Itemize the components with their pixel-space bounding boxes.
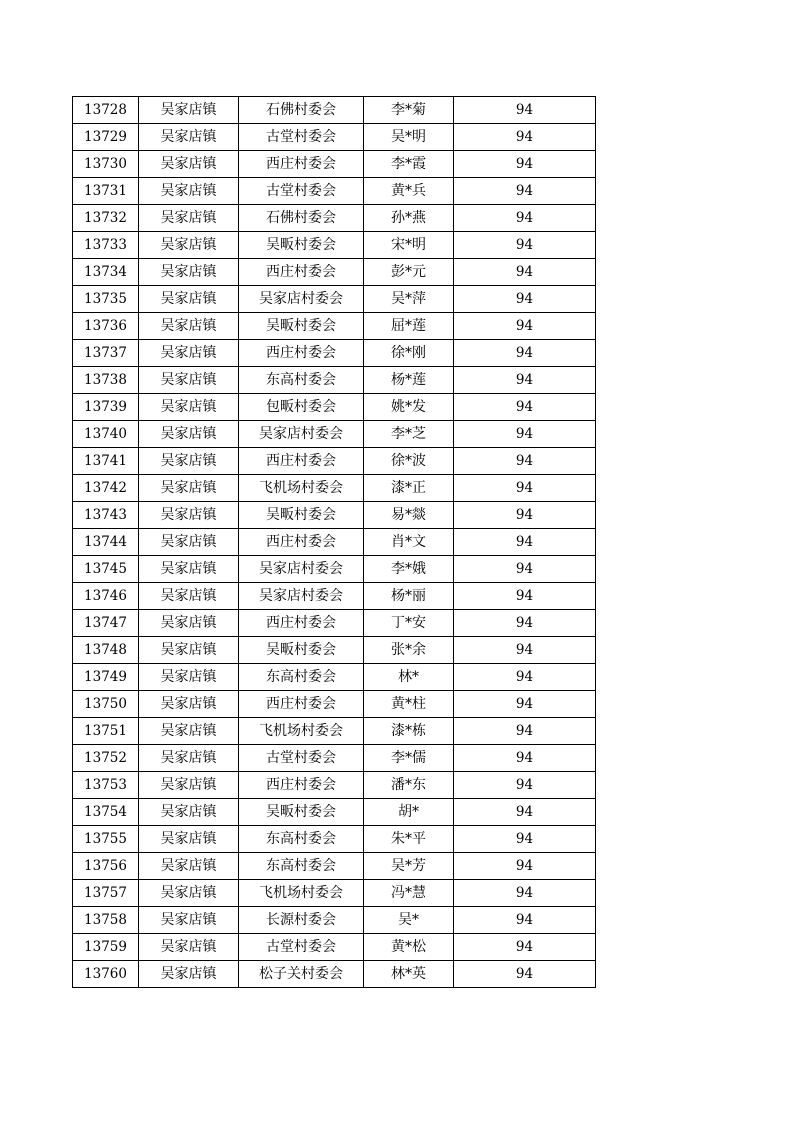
- village-committee-cell: 西庄村委会: [239, 529, 364, 556]
- town-cell: 吴家店镇: [139, 664, 239, 691]
- score-cell: 94: [454, 637, 596, 664]
- row-number-cell: 13728: [73, 97, 139, 124]
- score-cell: 94: [454, 286, 596, 313]
- town-cell: 吴家店镇: [139, 637, 239, 664]
- row-number-cell: 13733: [73, 232, 139, 259]
- town-cell: 吴家店镇: [139, 961, 239, 988]
- person-name-cell: 丁*安: [364, 610, 454, 637]
- table-row: [73, 151, 596, 178]
- score-cell: 94: [454, 124, 596, 151]
- row-number-cell: 13752: [73, 745, 139, 772]
- town-cell: 吴家店镇: [139, 745, 239, 772]
- town-cell: 吴家店镇: [139, 826, 239, 853]
- person-name-cell: 黄*松: [364, 934, 454, 961]
- person-name-cell: 胡*: [364, 799, 454, 826]
- person-name-cell: 朱*平: [364, 826, 454, 853]
- score-cell: 94: [454, 718, 596, 745]
- town-cell: 吴家店镇: [139, 232, 239, 259]
- town-cell: 吴家店镇: [139, 475, 239, 502]
- row-number-cell: 13746: [73, 583, 139, 610]
- table-row: [73, 502, 596, 529]
- village-committee-cell: 吴畈村委会: [239, 637, 364, 664]
- table-row: [73, 583, 596, 610]
- town-cell: 吴家店镇: [139, 448, 239, 475]
- row-number-cell: 13754: [73, 799, 139, 826]
- town-cell: 吴家店镇: [139, 529, 239, 556]
- town-cell: 吴家店镇: [139, 178, 239, 205]
- person-name-cell: 李*娥: [364, 556, 454, 583]
- town-cell: 吴家店镇: [139, 799, 239, 826]
- row-number-cell: 13759: [73, 934, 139, 961]
- table-row: [73, 961, 596, 988]
- score-cell: 94: [454, 367, 596, 394]
- town-cell: 吴家店镇: [139, 151, 239, 178]
- town-cell: 吴家店镇: [139, 259, 239, 286]
- village-committee-cell: 西庄村委会: [239, 772, 364, 799]
- row-number-cell: 13751: [73, 718, 139, 745]
- score-cell: 94: [454, 907, 596, 934]
- table-row: [73, 637, 596, 664]
- row-number-cell: 13744: [73, 529, 139, 556]
- score-cell: 94: [454, 313, 596, 340]
- town-cell: 吴家店镇: [139, 502, 239, 529]
- score-cell: 94: [454, 961, 596, 988]
- table-row: [73, 232, 596, 259]
- person-name-cell: 吴*明: [364, 124, 454, 151]
- person-name-cell: 孙*燕: [364, 205, 454, 232]
- person-name-cell: 吴*萍: [364, 286, 454, 313]
- person-name-cell: 吴*: [364, 907, 454, 934]
- town-cell: 吴家店镇: [139, 934, 239, 961]
- row-number-cell: 13738: [73, 367, 139, 394]
- person-name-cell: 黄*兵: [364, 178, 454, 205]
- person-name-cell: 彭*元: [364, 259, 454, 286]
- score-cell: 94: [454, 772, 596, 799]
- town-cell: 吴家店镇: [139, 772, 239, 799]
- row-number-cell: 13755: [73, 826, 139, 853]
- village-committee-cell: 东高村委会: [239, 853, 364, 880]
- score-cell: 94: [454, 799, 596, 826]
- person-name-cell: 杨*丽: [364, 583, 454, 610]
- score-cell: 94: [454, 556, 596, 583]
- village-committee-cell: 西庄村委会: [239, 610, 364, 637]
- village-committee-cell: 飞机场村委会: [239, 880, 364, 907]
- score-cell: 94: [454, 745, 596, 772]
- table-row: [73, 529, 596, 556]
- person-name-cell: 李*儒: [364, 745, 454, 772]
- person-name-cell: 李*菊: [364, 97, 454, 124]
- person-name-cell: 林*: [364, 664, 454, 691]
- score-cell: 94: [454, 232, 596, 259]
- table-row: [73, 205, 596, 232]
- table-row: [73, 367, 596, 394]
- village-committee-cell: 吴畈村委会: [239, 799, 364, 826]
- row-number-cell: 13729: [73, 124, 139, 151]
- score-cell: 94: [454, 151, 596, 178]
- row-number-cell: 13749: [73, 664, 139, 691]
- person-name-cell: 潘*东: [364, 772, 454, 799]
- table-row: [73, 178, 596, 205]
- score-cell: 94: [454, 178, 596, 205]
- table-row: [73, 421, 596, 448]
- person-name-cell: 冯*慧: [364, 880, 454, 907]
- row-number-cell: 13730: [73, 151, 139, 178]
- village-committee-cell: 古堂村委会: [239, 124, 364, 151]
- table-row: [73, 691, 596, 718]
- row-number-cell: 13748: [73, 637, 139, 664]
- person-name-cell: 肖*文: [364, 529, 454, 556]
- score-cell: 94: [454, 421, 596, 448]
- village-committee-cell: 石佛村委会: [239, 97, 364, 124]
- town-cell: 吴家店镇: [139, 367, 239, 394]
- table-row: [73, 664, 596, 691]
- village-committee-cell: 飞机场村委会: [239, 718, 364, 745]
- village-committee-cell: 吴家店村委会: [239, 286, 364, 313]
- table-row: [73, 475, 596, 502]
- row-number-cell: 13731: [73, 178, 139, 205]
- score-cell: 94: [454, 610, 596, 637]
- row-number-cell: 13735: [73, 286, 139, 313]
- row-number-cell: 13742: [73, 475, 139, 502]
- row-number-cell: 13739: [73, 394, 139, 421]
- town-cell: 吴家店镇: [139, 691, 239, 718]
- row-number-cell: 13741: [73, 448, 139, 475]
- village-committee-cell: 西庄村委会: [239, 448, 364, 475]
- score-cell: 94: [454, 394, 596, 421]
- score-cell: 94: [454, 880, 596, 907]
- row-number-cell: 13745: [73, 556, 139, 583]
- town-cell: 吴家店镇: [139, 97, 239, 124]
- town-cell: 吴家店镇: [139, 286, 239, 313]
- person-name-cell: 易*燚: [364, 502, 454, 529]
- person-name-cell: 吴*芳: [364, 853, 454, 880]
- village-committee-cell: 西庄村委会: [239, 691, 364, 718]
- row-number-cell: 13737: [73, 340, 139, 367]
- village-committee-cell: 吴家店村委会: [239, 583, 364, 610]
- person-name-cell: 李*芝: [364, 421, 454, 448]
- table-row: [73, 340, 596, 367]
- score-cell: 94: [454, 205, 596, 232]
- row-number-cell: 13747: [73, 610, 139, 637]
- village-committee-cell: 西庄村委会: [239, 340, 364, 367]
- table-row: [73, 313, 596, 340]
- town-cell: 吴家店镇: [139, 205, 239, 232]
- row-number-cell: 13760: [73, 961, 139, 988]
- table-row: [73, 448, 596, 475]
- table-row: [73, 853, 596, 880]
- row-number-cell: 13743: [73, 502, 139, 529]
- score-cell: 94: [454, 934, 596, 961]
- village-committee-cell: 吴畈村委会: [239, 502, 364, 529]
- village-committee-cell: 吴家店村委会: [239, 556, 364, 583]
- town-cell: 吴家店镇: [139, 313, 239, 340]
- row-number-cell: 13740: [73, 421, 139, 448]
- score-cell: 94: [454, 664, 596, 691]
- table-row: [73, 907, 596, 934]
- score-cell: 94: [454, 826, 596, 853]
- score-cell: 94: [454, 502, 596, 529]
- village-committee-cell: 飞机场村委会: [239, 475, 364, 502]
- table-row: [73, 718, 596, 745]
- person-name-cell: 黄*柱: [364, 691, 454, 718]
- table-body: [73, 97, 596, 988]
- person-name-cell: 姚*发: [364, 394, 454, 421]
- table-row: [73, 745, 596, 772]
- person-name-cell: 漆*正: [364, 475, 454, 502]
- town-cell: 吴家店镇: [139, 394, 239, 421]
- town-cell: 吴家店镇: [139, 340, 239, 367]
- row-number-cell: 13750: [73, 691, 139, 718]
- table-row: [73, 772, 596, 799]
- row-number-cell: 13758: [73, 907, 139, 934]
- person-name-cell: 漆*栋: [364, 718, 454, 745]
- table-row: [73, 286, 596, 313]
- row-number-cell: 13736: [73, 313, 139, 340]
- village-committee-cell: 古堂村委会: [239, 934, 364, 961]
- person-name-cell: 张*余: [364, 637, 454, 664]
- table-row: [73, 124, 596, 151]
- score-cell: 94: [454, 529, 596, 556]
- village-committee-cell: 西庄村委会: [239, 151, 364, 178]
- village-committee-cell: 吴畈村委会: [239, 313, 364, 340]
- score-cell: 94: [454, 853, 596, 880]
- score-cell: 94: [454, 475, 596, 502]
- table-row: [73, 826, 596, 853]
- town-cell: 吴家店镇: [139, 853, 239, 880]
- village-committee-cell: 古堂村委会: [239, 178, 364, 205]
- town-cell: 吴家店镇: [139, 907, 239, 934]
- town-cell: 吴家店镇: [139, 610, 239, 637]
- person-name-cell: 徐*刚: [364, 340, 454, 367]
- table-row: [73, 394, 596, 421]
- town-cell: 吴家店镇: [139, 421, 239, 448]
- row-number-cell: 13732: [73, 205, 139, 232]
- village-committee-cell: 吴畈村委会: [239, 232, 364, 259]
- table-row: [73, 934, 596, 961]
- table-row: [73, 97, 596, 124]
- person-name-cell: 李*霞: [364, 151, 454, 178]
- village-committee-cell: 西庄村委会: [239, 259, 364, 286]
- village-committee-cell: 长源村委会: [239, 907, 364, 934]
- score-cell: 94: [454, 340, 596, 367]
- town-cell: 吴家店镇: [139, 880, 239, 907]
- village-committee-cell: 东高村委会: [239, 367, 364, 394]
- town-cell: 吴家店镇: [139, 556, 239, 583]
- town-cell: 吴家店镇: [139, 124, 239, 151]
- table-row: [73, 880, 596, 907]
- person-name-cell: 林*英: [364, 961, 454, 988]
- person-name-cell: 徐*波: [364, 448, 454, 475]
- row-number-cell: 13756: [73, 853, 139, 880]
- score-cell: 94: [454, 448, 596, 475]
- score-cell: 94: [454, 97, 596, 124]
- town-cell: 吴家店镇: [139, 718, 239, 745]
- table-row: [73, 259, 596, 286]
- row-number-cell: 13757: [73, 880, 139, 907]
- village-committee-cell: 松子关村委会: [239, 961, 364, 988]
- table-row: [73, 799, 596, 826]
- row-number-cell: 13734: [73, 259, 139, 286]
- row-number-cell: 13753: [73, 772, 139, 799]
- person-name-cell: 宋*明: [364, 232, 454, 259]
- village-committee-cell: 东高村委会: [239, 664, 364, 691]
- score-cell: 94: [454, 691, 596, 718]
- data-table: [72, 96, 596, 988]
- village-committee-cell: 吴家店村委会: [239, 421, 364, 448]
- town-cell: 吴家店镇: [139, 583, 239, 610]
- village-committee-cell: 古堂村委会: [239, 745, 364, 772]
- village-committee-cell: 石佛村委会: [239, 205, 364, 232]
- score-cell: 94: [454, 259, 596, 286]
- village-committee-cell: 包畈村委会: [239, 394, 364, 421]
- table-row: [73, 556, 596, 583]
- person-name-cell: 杨*莲: [364, 367, 454, 394]
- score-cell: 94: [454, 583, 596, 610]
- table-row: [73, 610, 596, 637]
- person-name-cell: 屈*莲: [364, 313, 454, 340]
- village-committee-cell: 东高村委会: [239, 826, 364, 853]
